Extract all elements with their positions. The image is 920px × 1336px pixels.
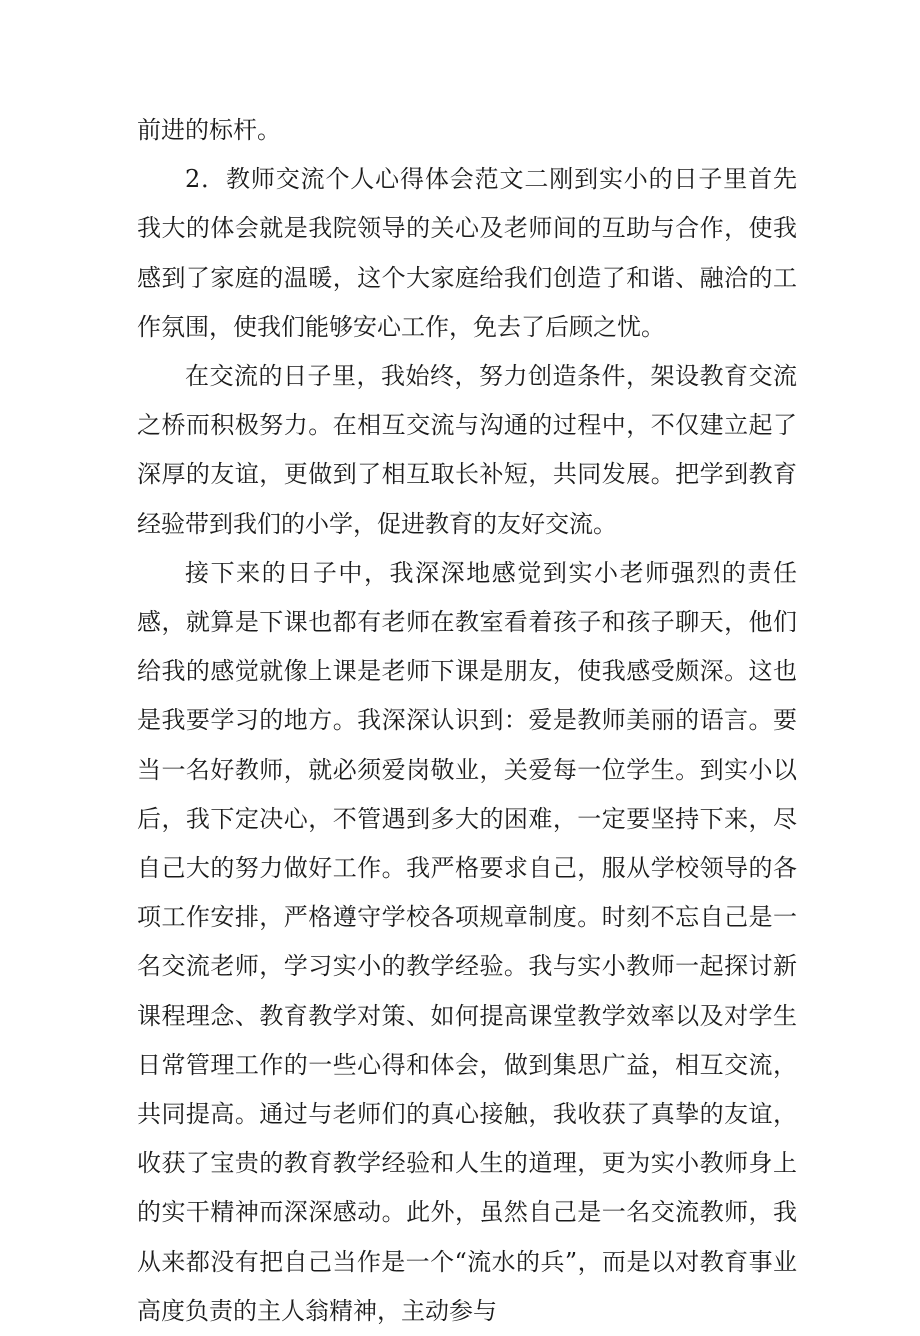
paragraph-responsibility: 接下来的日子中，我深深地感觉到实小老师强烈的责任感，就算是下课也都有老师在教室看着孩子和孩子聊天，他们给我的感觉就像上课是老师下课是朋友，使我感受颇深。这也是我要学习的地方。我深深认识到：爱是教师美丽的语言。要当一名好教师，就必须爱岗敬业，关爱每一位学生。到实小以后，我下定决心，不管遇到多大的困难，一定要坚持下来，尽自己大的努力做好工作。我严格要求自己，服从学校领导的各项工作安排，严格遵守学校各项规章制度。时刻不忘自己是一名交流老师，学习实小的教学经验。我与实小教师一起探讨新课程理念、教育教学对策、如何提高课堂教学效率以及对学生日常管理工作的一些心得和体会，做到集思广益，相互交流，共同提高。通过与老师们的真心接触，我收获了真挚的友谊，收获了宝贵的教育教学经验和人生的道理，更为实小教师身上的实干精神而深深感动。此外，虽然自己是一名交流教师，我从来都没有把自己当作是一个“流水的兵”，而是以对教育事业高度负责的主人翁精神，主动参与 <box>137 558 797 1325</box>
paragraph-continuation: 前进的标杆。 <box>137 116 281 144</box>
paragraph-essay-two-intro: 2．教师交流个人心得体会范文二刚到实小的日子里首先我大的体会就是我院领导的关心及老师间的互助与合作，使我感到了家庭的温暖，这个大家庭给我们创造了和谐、融洽的工作氛围，使我们能够安心工作，免去了后顾之忧。 <box>137 165 797 341</box>
paragraph-exchange-days: 在交流的日子里，我始终，努力创造条件，架设教育交流之桥而积极努力。在相互交流与沟通的过程中，不仅建立起了深厚的友谊，更做到了相互取长补短，共同发展。把学到教育经验带到我们的小学，促进教育的友好交流。 <box>137 362 797 538</box>
body-text <box>137 106 797 1336</box>
